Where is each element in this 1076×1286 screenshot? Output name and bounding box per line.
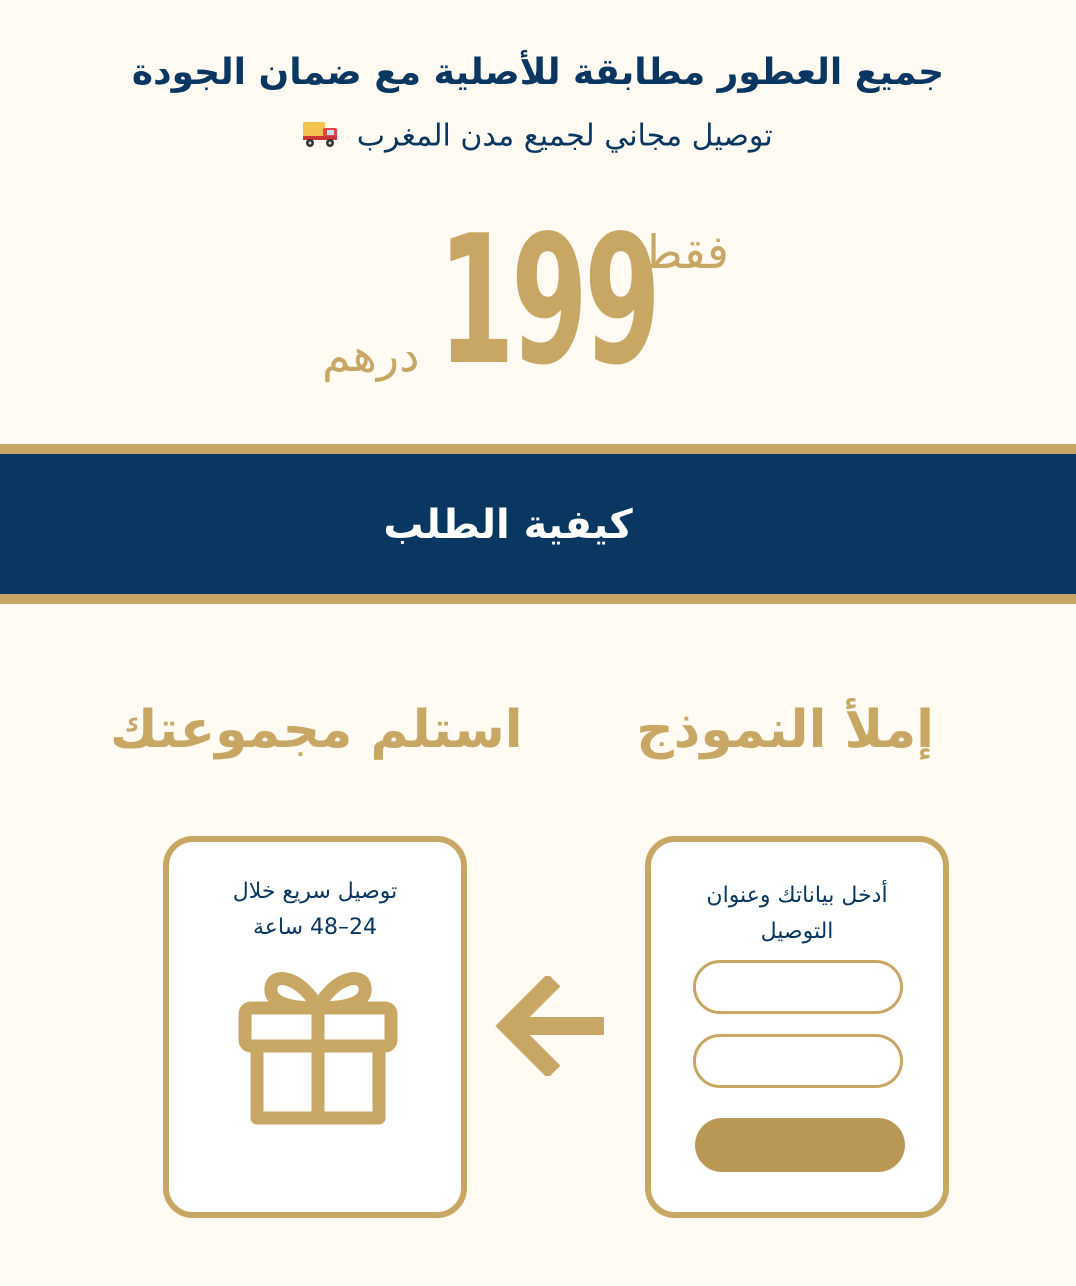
description-line: توصيل سريع خلال bbox=[232, 879, 398, 904]
step-receive-card bbox=[163, 836, 467, 1218]
description-line: 24–48 ساعة bbox=[252, 915, 378, 940]
step-fill-form-title: إملأ النموذج bbox=[636, 700, 934, 760]
arrow-left-icon bbox=[494, 976, 606, 1080]
delivery-truck-icon bbox=[303, 118, 339, 156]
form-field-illustration bbox=[693, 960, 903, 1014]
description-line: أدخل بياناتك وعنوان bbox=[706, 883, 888, 908]
band-border-bottom bbox=[0, 594, 1076, 604]
description-line: التوصيل bbox=[760, 919, 834, 944]
price-only-label: فقط bbox=[640, 225, 729, 279]
section-title: كيفية الطلب bbox=[383, 502, 633, 548]
form-field-illustration bbox=[693, 1034, 903, 1088]
form-button-illustration bbox=[695, 1118, 905, 1172]
price-currency: درهم bbox=[322, 328, 420, 382]
step-receive-title: استلم مجموعتك bbox=[110, 700, 523, 760]
band-border-top bbox=[0, 444, 1076, 454]
subline bbox=[0, 118, 1076, 156]
price-amount: 199 bbox=[438, 197, 658, 404]
step-fill-form-card bbox=[645, 836, 949, 1218]
subline-text: توصيل مجاني لجميع مدن المغرب bbox=[356, 118, 773, 154]
step-receive-description bbox=[169, 874, 461, 946]
step-fill-form-description bbox=[651, 878, 943, 950]
headline: جميع العطور مطابقة للأصلية مع ضمان الجودة bbox=[131, 52, 945, 93]
gift-icon bbox=[233, 968, 403, 1142]
